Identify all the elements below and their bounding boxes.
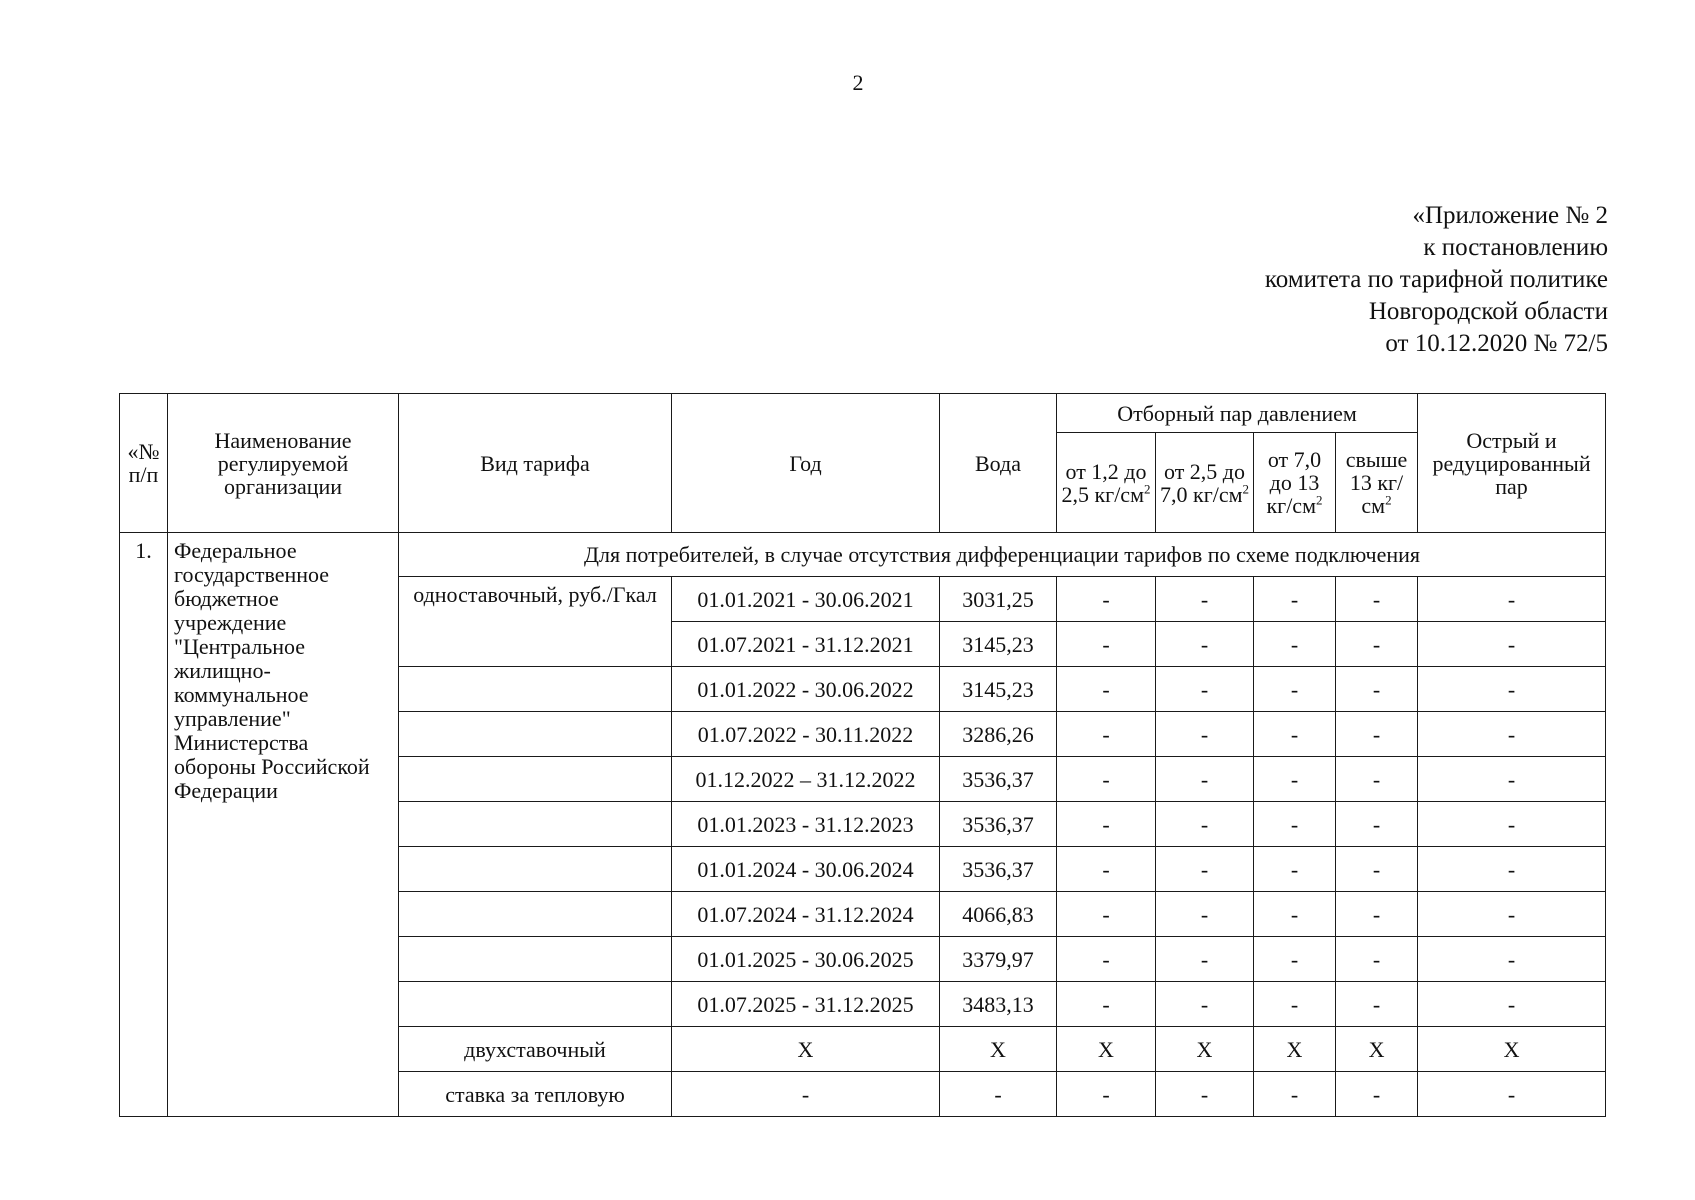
cell-sharp: X [1418,1027,1606,1072]
cell-water: 3483,13 [940,982,1057,1027]
cell-steam-4: - [1336,577,1418,622]
cell-steam-4: - [1336,937,1418,982]
table-row [120,533,1606,577]
cell-year: 01.07.2025 - 31.12.2025 [672,982,940,1027]
organization-name: Федеральное государственное бюджетное учреждение "Центральное жилищно-коммунальное управление" Министерства обороны Российской Федерации [168,533,399,1117]
cell-sharp: - [1418,937,1606,982]
header-sharp-steam: Острый и редуцированный пар [1418,394,1606,533]
cell-steam-2: X [1156,1027,1254,1072]
cell-steam-3: - [1254,667,1336,712]
cell-year: X [672,1027,940,1072]
cell-sharp: - [1418,1072,1606,1117]
cell-steam-3: - [1254,712,1336,757]
header-steam-group: Отборный пар давлением [1057,394,1418,433]
cell-year: 01.01.2025 - 30.06.2025 [672,937,940,982]
header-tariff-kind: Вид тарифа [399,394,672,533]
cell-steam-1: - [1057,577,1156,622]
cell-water: 4066,83 [940,892,1057,937]
cell-steam-1: - [1057,757,1156,802]
cell-sharp: - [1418,622,1606,667]
cell-steam-1: - [1057,847,1156,892]
cell-steam-1: - [1057,937,1156,982]
cell-steam-3: - [1254,622,1336,667]
cell-water: 3536,37 [940,757,1057,802]
cell-steam-3: X [1254,1027,1336,1072]
tariff-kind-empty [399,757,672,802]
cell-water: 3031,25 [940,577,1057,622]
page-number: 2 [852,70,864,95]
appendix-line: Новгородской области [1368,298,1608,325]
cell-steam-3: - [1254,757,1336,802]
cell-water: - [940,1072,1057,1117]
cell-steam-3: - [1254,892,1336,937]
cell-steam-1: - [1057,1072,1156,1117]
cell-steam-1: - [1057,802,1156,847]
cell-steam-4: - [1336,622,1418,667]
cell-steam-2: - [1156,577,1254,622]
header-steam-4: свыше 13 $кг/см^2$ [1336,433,1418,533]
cell-steam-3: - [1254,982,1336,1027]
cell-steam-2: - [1156,937,1254,982]
tariff-kind-empty [399,712,672,757]
cell-water: 3145,23 [940,667,1057,712]
cell-steam-3: - [1254,1072,1336,1117]
cell-steam-1: - [1057,892,1156,937]
cell-water: 3536,37 [940,802,1057,847]
header-year: Год [672,394,940,533]
cell-year: 01.12.2022 – 31.12.2022 [672,757,940,802]
cell-water: 3286,26 [940,712,1057,757]
cell-water: 3536,37 [940,847,1057,892]
header-steam-3: от 7,0 до 13 $кг/см^2$ [1254,433,1336,533]
cell-water: 3145,23 [940,622,1057,667]
header-row [120,394,1606,433]
cell-steam-1: - [1057,667,1156,712]
tariff-kind: одноставочный, руб./Гкал [399,577,672,667]
cell-steam-3: - [1254,577,1336,622]
cell-sharp: - [1418,802,1606,847]
cell-year: 01.01.2022 - 30.06.2022 [672,667,940,712]
tariff-kind-empty [399,847,672,892]
cell-sharp: - [1418,847,1606,892]
cell-year: - [672,1072,940,1117]
cell-steam-3: - [1254,937,1336,982]
cell-steam-2: - [1156,622,1254,667]
appendix-line: «Приложение № 2 [1412,202,1608,229]
tariff-kind-empty [399,802,672,847]
cell-year: 01.07.2024 - 31.12.2024 [672,892,940,937]
tariff-kind: двухставочный [399,1027,672,1072]
cell-sharp: - [1418,892,1606,937]
cell-steam-2: - [1156,892,1254,937]
cell-steam-4: - [1336,667,1418,712]
cell-sharp: - [1418,667,1606,712]
header-steam-2: от 2,5 до 7,0 $кг/см^2$ [1156,433,1254,533]
cell-steam-4: - [1336,1072,1418,1117]
cell-steam-4: - [1336,982,1418,1027]
cell-steam-4: - [1336,892,1418,937]
tariff-kind-empty [399,937,672,982]
cell-steam-2: - [1156,667,1254,712]
cell-water: X [940,1027,1057,1072]
consumer-span-text: Для потребителей, в случае отсутствия дифференциации тарифов по схеме подключения [399,533,1606,577]
cell-steam-4: - [1336,802,1418,847]
header-water: Вода [940,394,1057,533]
cell-steam-2: - [1156,757,1254,802]
cell-steam-1: - [1057,622,1156,667]
header-organization: Наименование регулируемой организации [168,394,399,533]
appendix-line: комитета по тарифной политике [1264,266,1608,293]
cell-sharp: - [1418,757,1606,802]
cell-year: 01.07.2021 - 31.12.2021 [672,622,940,667]
cell-steam-2: - [1156,712,1254,757]
cell-year: 01.07.2022 - 30.11.2022 [672,712,940,757]
cell-steam-4: - [1336,847,1418,892]
header-num: «№ п/п [120,394,168,533]
cell-steam-2: - [1156,982,1254,1027]
cell-sharp: - [1418,577,1606,622]
tariff-kind-empty [399,667,672,712]
cell-steam-2: - [1156,802,1254,847]
cell-steam-4: - [1336,757,1418,802]
cell-steam-3: - [1254,802,1336,847]
cell-water: 3379,97 [940,937,1057,982]
cell-sharp: - [1418,712,1606,757]
cell-steam-2: - [1156,1072,1254,1117]
tariff-kind-empty [399,982,672,1027]
tariff-kind: ставка за тепловую [399,1072,672,1117]
cell-year: 01.01.2024 - 30.06.2024 [672,847,940,892]
cell-sharp: - [1418,982,1606,1027]
cell-year: 01.01.2023 - 31.12.2023 [672,802,940,847]
cell-steam-1: X [1057,1027,1156,1072]
cell-steam-4: - [1336,712,1418,757]
appendix-line: от 10.12.2020 № 72/5 [1385,330,1608,357]
appendix-block [1265,200,1608,360]
appendix-line: к постановлению [1423,234,1608,261]
cell-steam-3: - [1254,847,1336,892]
cell-year: 01.01.2021 - 30.06.2021 [672,577,940,622]
cell-steam-1: - [1057,712,1156,757]
tariff-table [119,393,1606,1117]
header-steam-1: от 1,2 до 2,5 $кг/см^2$ [1057,433,1156,533]
cell-steam-2: - [1156,847,1254,892]
cell-steam-1: - [1057,982,1156,1027]
row-number: 1. [120,533,168,1117]
cell-steam-4: X [1336,1027,1418,1072]
tariff-kind-empty [399,892,672,937]
